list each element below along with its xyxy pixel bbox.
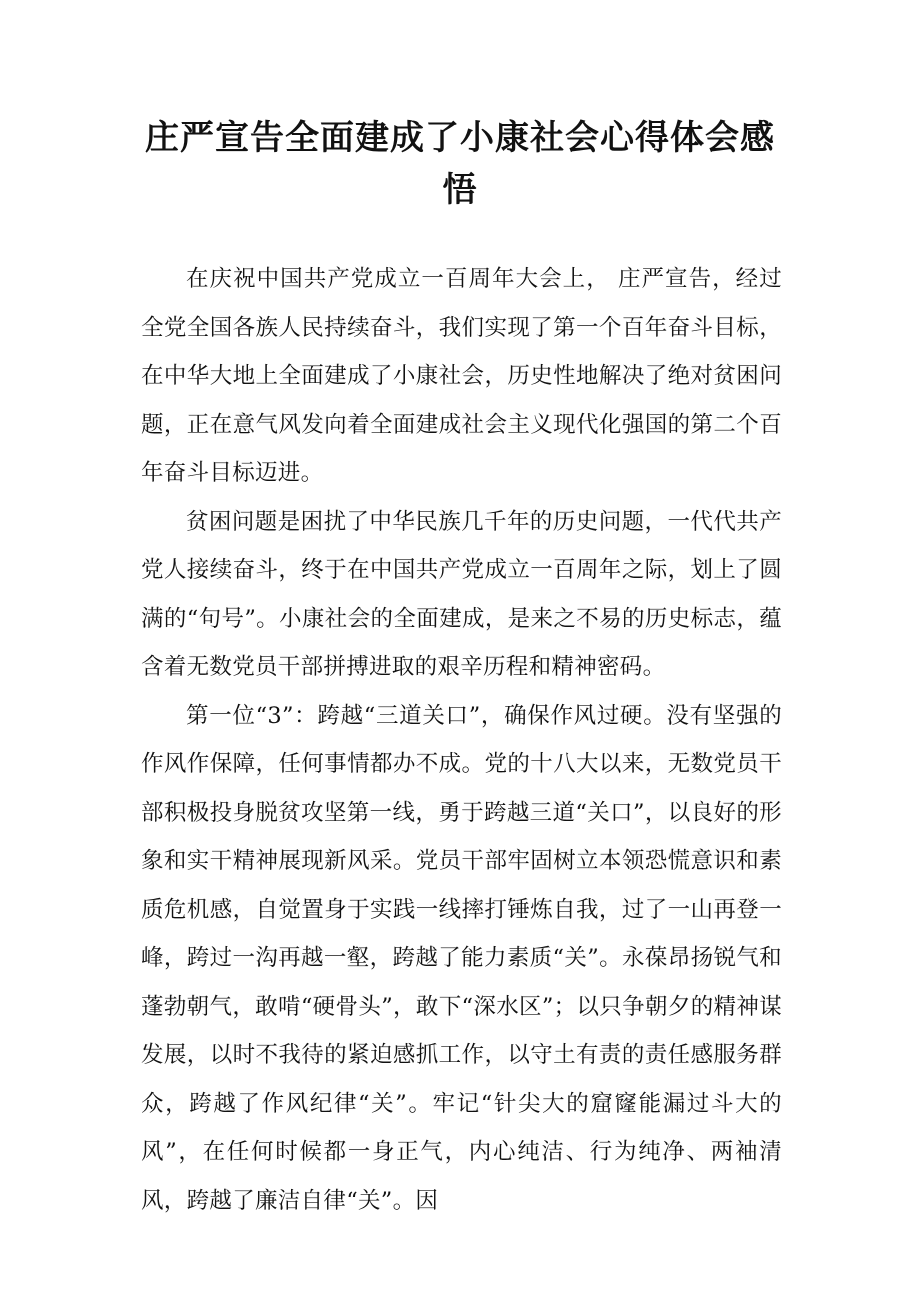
document-title: 庄严宣告全面建成了小康社会心得体会感悟 <box>145 118 775 210</box>
paragraph-1: 在庆祝中国共产党成立一百周年大会上， 庄严宣告，经过全党全国各族人民持续奋斗，我们实现了第一个百年奋斗目标，在中华大地上全面建成了小康社会，历史性地解决了绝对贫困问题，正在意气风发向着全面建成社会主义现代化强国的第二个百年奋斗目标迈进。 <box>141 266 782 486</box>
paragraph-3: 第一位“3”：跨越“三道关口”，确保作风过硬。没有坚强的作风作保障，任何事情都办不成。党的十八大以来，无数党员干部积极投身脱贫攻坚第一线，勇于跨越三道“关口”，以良好的形象和实干精神展现新风采。党员干部牢固树立本领恐慌意识和素质危机感，自觉置身于实践一线摔打锤炼自我，过了一山再登一峰，跨过一沟再越一壑，跨越了能力素质“关”。永葆昂扬锐气和蓬勃朝气，敢啃“硬骨头”，敢下“深水区”；以只争朝夕的精神谋发展，以时不我待的紧迫感抓工作，以守土有责的责任感服务群众，跨越了作风纪律“关”。牢记“针尖大的窟窿能漏过斗大的风”，在任何时候都一身正气，内心纯洁、行为纯净、两袖清风，跨越了廉洁自律“关”。因 <box>141 702 782 1214</box>
document-body <box>141 255 782 1225</box>
paragraph-2: 贫困问题是困扰了中华民族几千年的历史问题，一代代共产党人接续奋斗，终于在中国共产党成立一百周年之际，划上了圆满的“句号”。小康社会的全面建成，是来之不易的历史标志，蕴含着无数党员干部拼搏进取的艰辛历程和精神密码。 <box>141 508 782 680</box>
